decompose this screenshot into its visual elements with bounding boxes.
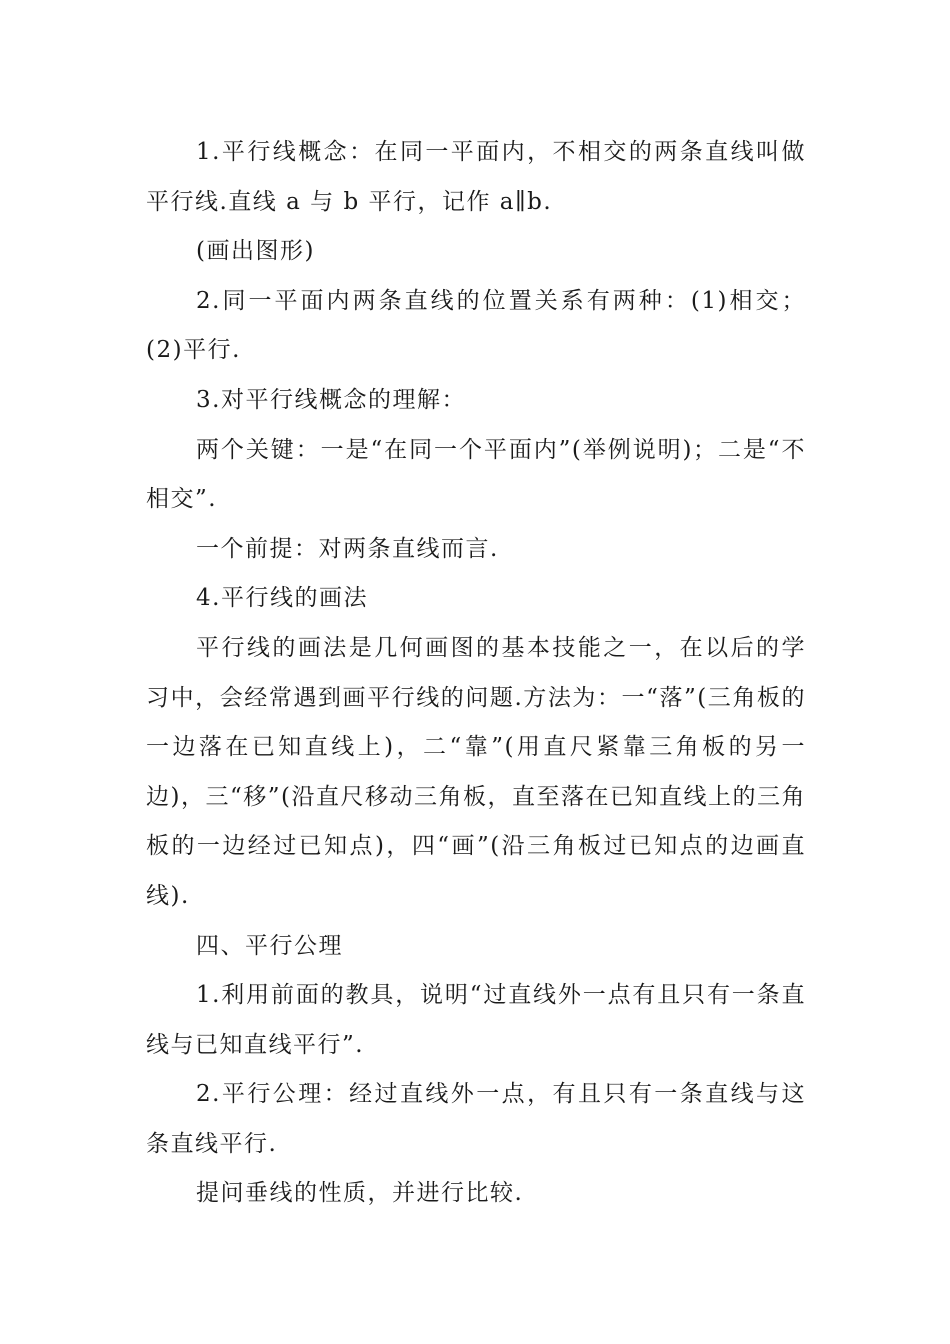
- paragraph-drawing-method: 平行线的画法是几何画图的基本技能之一，在以后的学习中，会经常遇到画平行线的问题.方法为：一“落”(三角板的一边落在已知直线上)，二“靠”(用直尺紧靠三角板的另一边)，三“移”(沿直尺移动三角板，直至落在已知直线上的三角板的一边经过已知点)，四“画”(沿三角板过已知点的边画直线).: [146, 634, 806, 909]
- paragraph-parallel-definition: 1.平行线概念：在同一平面内，不相交的两条直线叫做平行线.直线 a 与 b 平行，记作 a∥b.: [146, 139, 806, 215]
- paragraph-teaching-aid: 1.利用前面的教具，说明“过直线外一点有且只有一条直线与已知直线平行”.: [146, 982, 806, 1058]
- paragraph-two-keys: 两个关键：一是“在同一个平面内”(举例说明)；二是“不相交”.: [146, 436, 806, 513]
- paragraph-draw-figure: (画出图形): [196, 238, 315, 265]
- paragraph-perpendicular-question: 提问垂线的性质，并进行比较.: [196, 1180, 524, 1207]
- paragraph-understanding-heading: 3.对平行线概念的理解：: [196, 386, 466, 413]
- paragraph-position-relations: 2.同一平面内两条直线的位置关系有两种：(1)相交；(2)平行.: [146, 287, 806, 364]
- paragraph-drawing-method-heading: 4.平行线的画法: [196, 585, 368, 612]
- paragraph-parallel-axiom: 2.平行公理：经过直线外一点，有且只有一条直线与这条直线平行.: [146, 1081, 806, 1157]
- body-text: [146, 128, 806, 1219]
- section-heading-parallel-axiom: 四、平行公理: [196, 932, 343, 959]
- paragraph-one-premise: 一个前提：对两条直线而言.: [196, 535, 499, 562]
